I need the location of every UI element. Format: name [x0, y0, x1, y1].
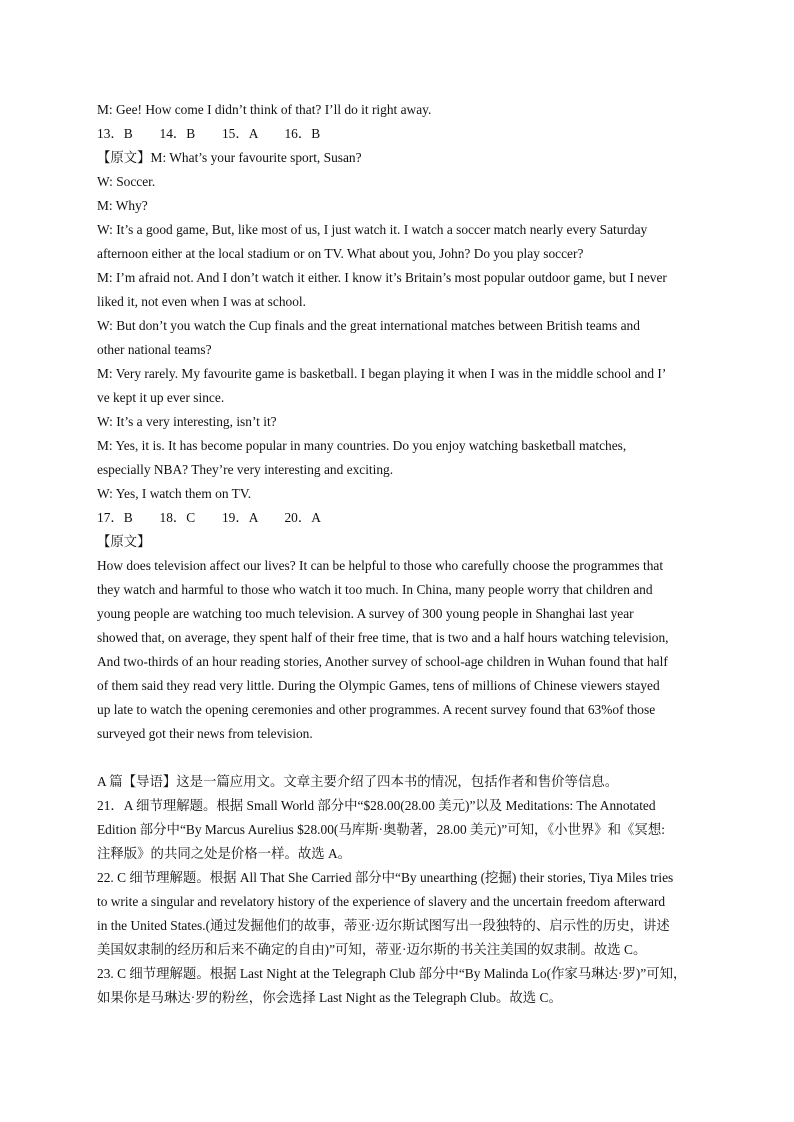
text-line: 如果你是马琳达·罗的粉丝，你会选择 Last Night as the Telegraph Club。故选 C。 — [97, 990, 562, 1005]
text-line: ve kept it up ever since. — [97, 390, 225, 405]
text-line: 23. C 细节理解题。根据 Last Night at the Telegraph Club 部分中“By Malinda Lo(作家马琳达·罗)”可知， — [97, 966, 687, 981]
answer-line: 13．B 14．B 15．A 16．B — [97, 126, 321, 141]
text-line: 注释版》的共同之处是价格一样。故选 A。 — [97, 846, 352, 861]
text-line: W: Yes, I watch them on TV. — [97, 486, 252, 501]
text-line: they watch and harmful to those who watch it too much. In China, many people worry that children and — [97, 582, 653, 597]
text-line: showed that, on average, they spent half of their free time, that is two and a half hours watching television, — [97, 630, 669, 645]
text-line: W: But don’t you watch the Cup finals and the great international matches between British teams and — [97, 318, 640, 333]
text-line: to write a singular and revelatory history of the experience of slavery and the uncertain freedom afterward — [97, 894, 666, 909]
text-line: M: Why? — [97, 198, 148, 213]
text-line: afternoon either at the local stadium or on TV. What about you, John? Do you play soccer? — [97, 246, 584, 261]
text-line: How does television affect our lives? It can be helpful to those who carefully choose the programmes that — [97, 558, 664, 573]
text-line: of them said they read very little. During the Olympic Games, tens of millions of Chinese viewers stayed — [97, 678, 660, 693]
text-line: M: I’m afraid not. And I don’t watch it either. I know it’s Britain’s most popular outdoor game, but I never — [97, 270, 667, 285]
text-line: M: Very rarely. My favourite game is basketball. I began playing it when I was in the middle school and I’ — [97, 366, 667, 381]
text-line: 【原文】M: What’s your favourite sport, Susan? — [97, 150, 362, 165]
text-line: W: It’s a very interesting, isn’t it? — [97, 414, 277, 429]
section-label: 【原文】 — [97, 534, 151, 549]
text-line: M: Yes, it is. It has become popular in many countries. Do you enjoy watching basketball matches, — [97, 438, 627, 453]
text-line: W: Soccer. — [97, 174, 156, 189]
text-line: liked it, not even when I was at school. — [97, 294, 306, 309]
text-line: other national teams? — [97, 342, 212, 357]
text-line: Edition 部分中“By Marcus Aurelius $28.00(马库斯·奥勒著，28.00 美元)”可知，《小世界》和《冥想: — [97, 822, 665, 837]
text-line: in the United States.(通过发掘他们的故事，蒂亚·迈尔斯试图写出一段独特的、启示性的历史，讲述 — [97, 918, 670, 933]
text-line: W: It’s a good game, But, like most of us, I just watch it. I watch a soccer match nearly every Saturday — [97, 222, 648, 237]
text-line: especially NBA? They’re very interesting and exciting. — [97, 462, 394, 477]
text-line: M: Gee! How come I didn’t think of that? I’ll do it right away. — [97, 102, 432, 117]
section-heading: A 篇【导语】这是一篇应用文。文章主要介绍了四本书的情况，包括作者和售价等信息。 — [97, 774, 619, 789]
text-line: young people are watching too much television. A survey of 300 young people in Shanghai last year — [97, 606, 634, 621]
text-line: 美国奴隶制的经历和后来不确定的自由)”可知，蒂亚·迈尔斯的书关注美国的奴隶制。故选 C。 — [97, 942, 647, 957]
text-line: up late to watch the opening ceremonies and other programmes. A recent survey found that 63%of those — [97, 702, 656, 717]
answer-line: 17．B 18．C 19．A 20．A — [97, 510, 321, 525]
text-line: surveyed got their news from television. — [97, 726, 313, 741]
text-line: And two-thirds of an hour reading stories, Another survey of school-age children in Wuhan found that half — [97, 654, 668, 669]
text-line: 22. C 细节理解题。根据 All That She Carried 部分中“By unearthing (挖掘) their stories, Tiya Miles tries — [97, 870, 674, 885]
text-line: 21．A 细节理解题。根据 Small World 部分中“$28.00(28.00 美元)”以及 Meditations: The Annotated — [97, 798, 656, 813]
